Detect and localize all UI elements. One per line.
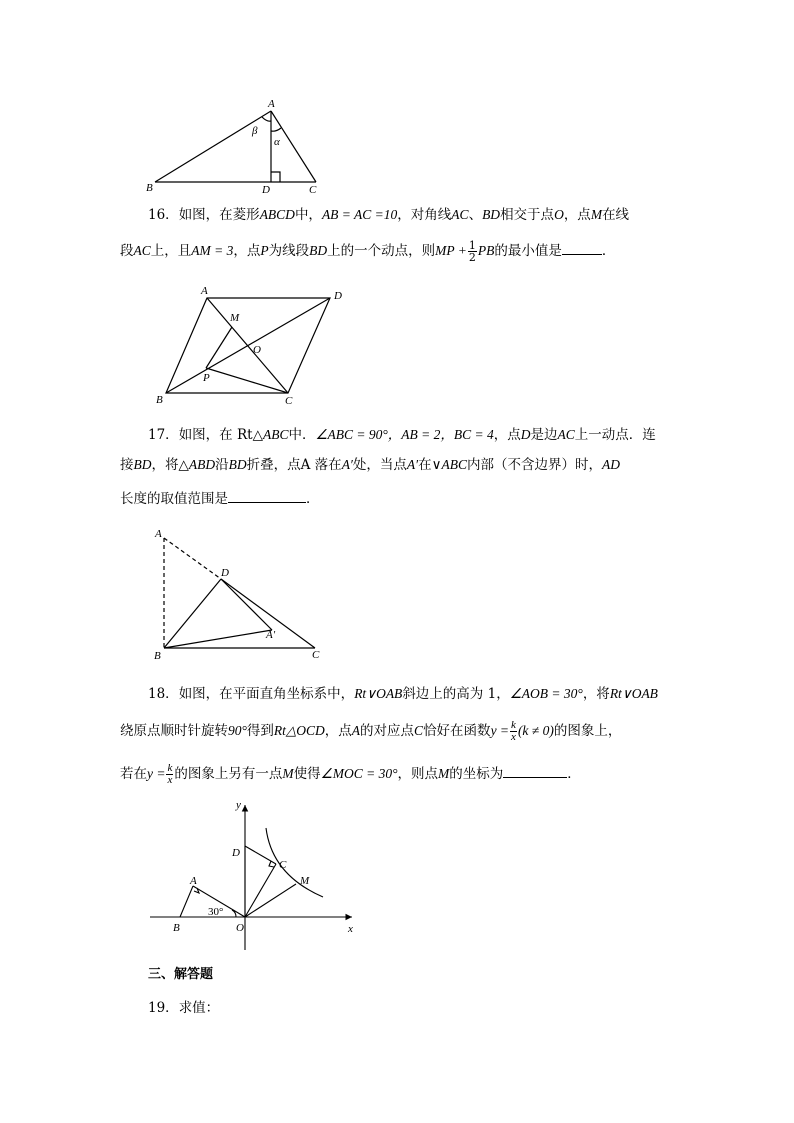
fig17-label-c: C xyxy=(312,649,320,661)
q18-line2: 绕原点顺时针旋转90°得到Rt△OCD，点A的对应点C恰好在函数y = $\frac{k}{x}$ (k ≠ 0)的图象上， xyxy=(120,719,622,743)
label-beta: β xyxy=(252,125,258,137)
fig17-label-aprime: A′ xyxy=(266,629,276,641)
fig18-label-d: D xyxy=(232,847,240,859)
fraction-k-over-x-1: $\frac{k}{x}$ xyxy=(511,719,516,743)
q16-line1: 16．如图，在菱形ABCD中，AB = AC =10，对角线AC、BD相交于点O，点M在线 xyxy=(148,207,630,223)
fig17-label-a: A xyxy=(155,528,162,540)
label-d: D xyxy=(262,184,270,196)
fig18-label-a: A xyxy=(190,875,197,887)
seg-om xyxy=(245,884,296,917)
label-b: B xyxy=(146,182,153,194)
hyperbola-curve xyxy=(266,828,323,897)
fig17-label-d: D xyxy=(221,567,229,579)
fraction-half: $\frac{1}{2}$ xyxy=(468,239,476,264)
fraction-k-over-x-2: $\frac{k}{x}$ xyxy=(167,762,173,786)
fig16-label-m: M xyxy=(230,312,240,324)
seg-oc xyxy=(245,864,276,917)
label-alpha: α xyxy=(274,136,280,148)
label-a: A xyxy=(268,98,275,110)
q17-line2: 接BD，将△ABD沿BD折叠，点A 落在A′处，当点A′在∨ABC内部（不含边界）时，AD xyxy=(120,457,620,473)
fig18-label-y: y xyxy=(236,799,241,811)
q18-line3: 若在y = $\frac{k}{x}$ 的图象上另有一点M使得∠MOC = 30°，则点M的坐标为 ． xyxy=(120,762,581,786)
fig16-label-c: C xyxy=(285,395,293,407)
q18-line1: 18．如图，在平面直角坐标系中，Rt∨OAB斜边上的高为 1，∠AOB = 30°，将Rt∨OAB xyxy=(148,686,658,702)
q17-line3: 长度的取值范围是 ． xyxy=(120,488,320,509)
label-c: C xyxy=(309,184,317,196)
q16-line2: 段AC上，且AM = 3，点P为线段BD上的一个动点，则MP + $\frac{1}{2}$ PB的最小值是 ． xyxy=(120,239,616,264)
fig16-label-d: D xyxy=(334,290,342,302)
fig17-label-b: B xyxy=(154,650,161,662)
fig18-label-o: O xyxy=(236,922,244,934)
fig18-label-30: 30° xyxy=(208,906,224,918)
fig18-label-m: M xyxy=(300,875,310,887)
fig18-label-x: x xyxy=(348,923,353,935)
fig18-label-b: B xyxy=(173,922,180,934)
q17-line1: 17．如图，在 Rt△ABC中．∠ABC = 90°，AB = 2，BC = 4，点D是边AC上一动点．连 xyxy=(148,427,656,443)
fig16-label-a: A xyxy=(201,285,208,297)
section-heading: 三、解答题 xyxy=(148,967,214,982)
fig16-label-o: O xyxy=(253,344,261,356)
fig16-label-p: P xyxy=(203,372,210,384)
fig16-label-b: B xyxy=(156,394,163,406)
seg-ba xyxy=(180,886,193,917)
q19-line: 19．求值： xyxy=(148,1000,220,1016)
fig18-label-c: C xyxy=(279,859,287,871)
